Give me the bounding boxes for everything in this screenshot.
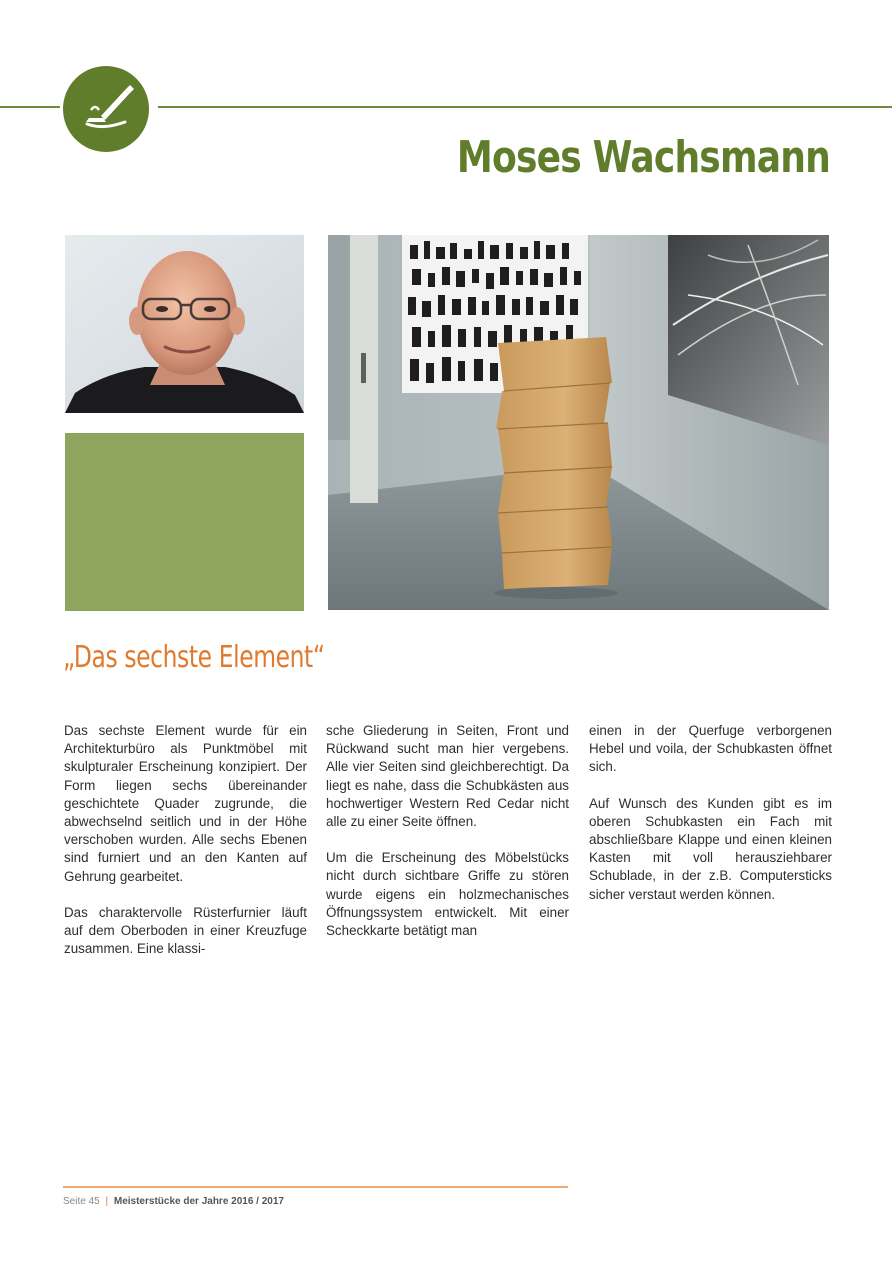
article-title: „Das sechste Element“ xyxy=(63,640,325,675)
paragraph: Das sechste Element wurde für ein Architekturbüro als Punktmöbel mit skulpturaler Erscheinung konzipiert. Der Form liegen sechs übereinander geschichtete Quader zugrunde, die abwechselnd seitlich und in der Höhe verschoben wurden. Alle sechs Ebenen sind furniert und an den Kanten auf Gehrung gearbeitet. xyxy=(64,723,307,884)
furniture-render-photo xyxy=(328,235,829,610)
author-name: Moses Wachsmann xyxy=(456,132,830,183)
publication-title: Meisterstücke der Jahre 2016 / 2017 xyxy=(113,1196,284,1207)
header-rule-left xyxy=(0,106,60,108)
footer-rule xyxy=(63,1186,568,1188)
craft-tool-icon xyxy=(63,66,149,152)
paragraph: Auf Wunsch des Kunden gibt es im oberen Schubkasten ein Fach mit abschließbare Klappe und einen kleinen Kasten mit voll herausziehbarer Schublade, in der z.B. Computersticks sicher verstaut werden können. xyxy=(589,795,832,902)
text-column-2 xyxy=(326,722,569,958)
text-column-1 xyxy=(64,722,307,976)
paragraph: sche Gliederung in Seiten, Front und Rückwand sucht man hier vergebens. Alle vier Seiten sind gleichberechtigt. Da liegt es nahe, dass die Schubkästen aus hochwertiger Western Red Cedar nicht alle zu einer Seite öffnen. xyxy=(326,723,569,830)
page-footer xyxy=(63,1196,284,1207)
page-number: Seite 45 xyxy=(63,1196,100,1207)
green-color-block xyxy=(65,433,304,611)
paragraph: Um die Erscheinung des Möbelstücks nicht durch sichtbare Griffe zu stören wurde eigens ein holzmechanisches Öffnungssystem entwickelt. Mit einer Scheckkarte betätigt man xyxy=(326,850,569,939)
header-rule-right xyxy=(158,106,892,108)
footer-separator: | xyxy=(105,1196,109,1207)
paragraph: Das charaktervolle Rüsterfurnier läuft auf dem Oberboden in einer Kreuzfuge zusammen. Eine klassi- xyxy=(64,904,307,957)
paragraph: einen in der Querfuge verborgenen Hebel und voila, der Schubkasten öffnet sich. xyxy=(589,723,832,775)
text-column-3 xyxy=(589,722,832,922)
portrait-photo xyxy=(65,235,304,413)
